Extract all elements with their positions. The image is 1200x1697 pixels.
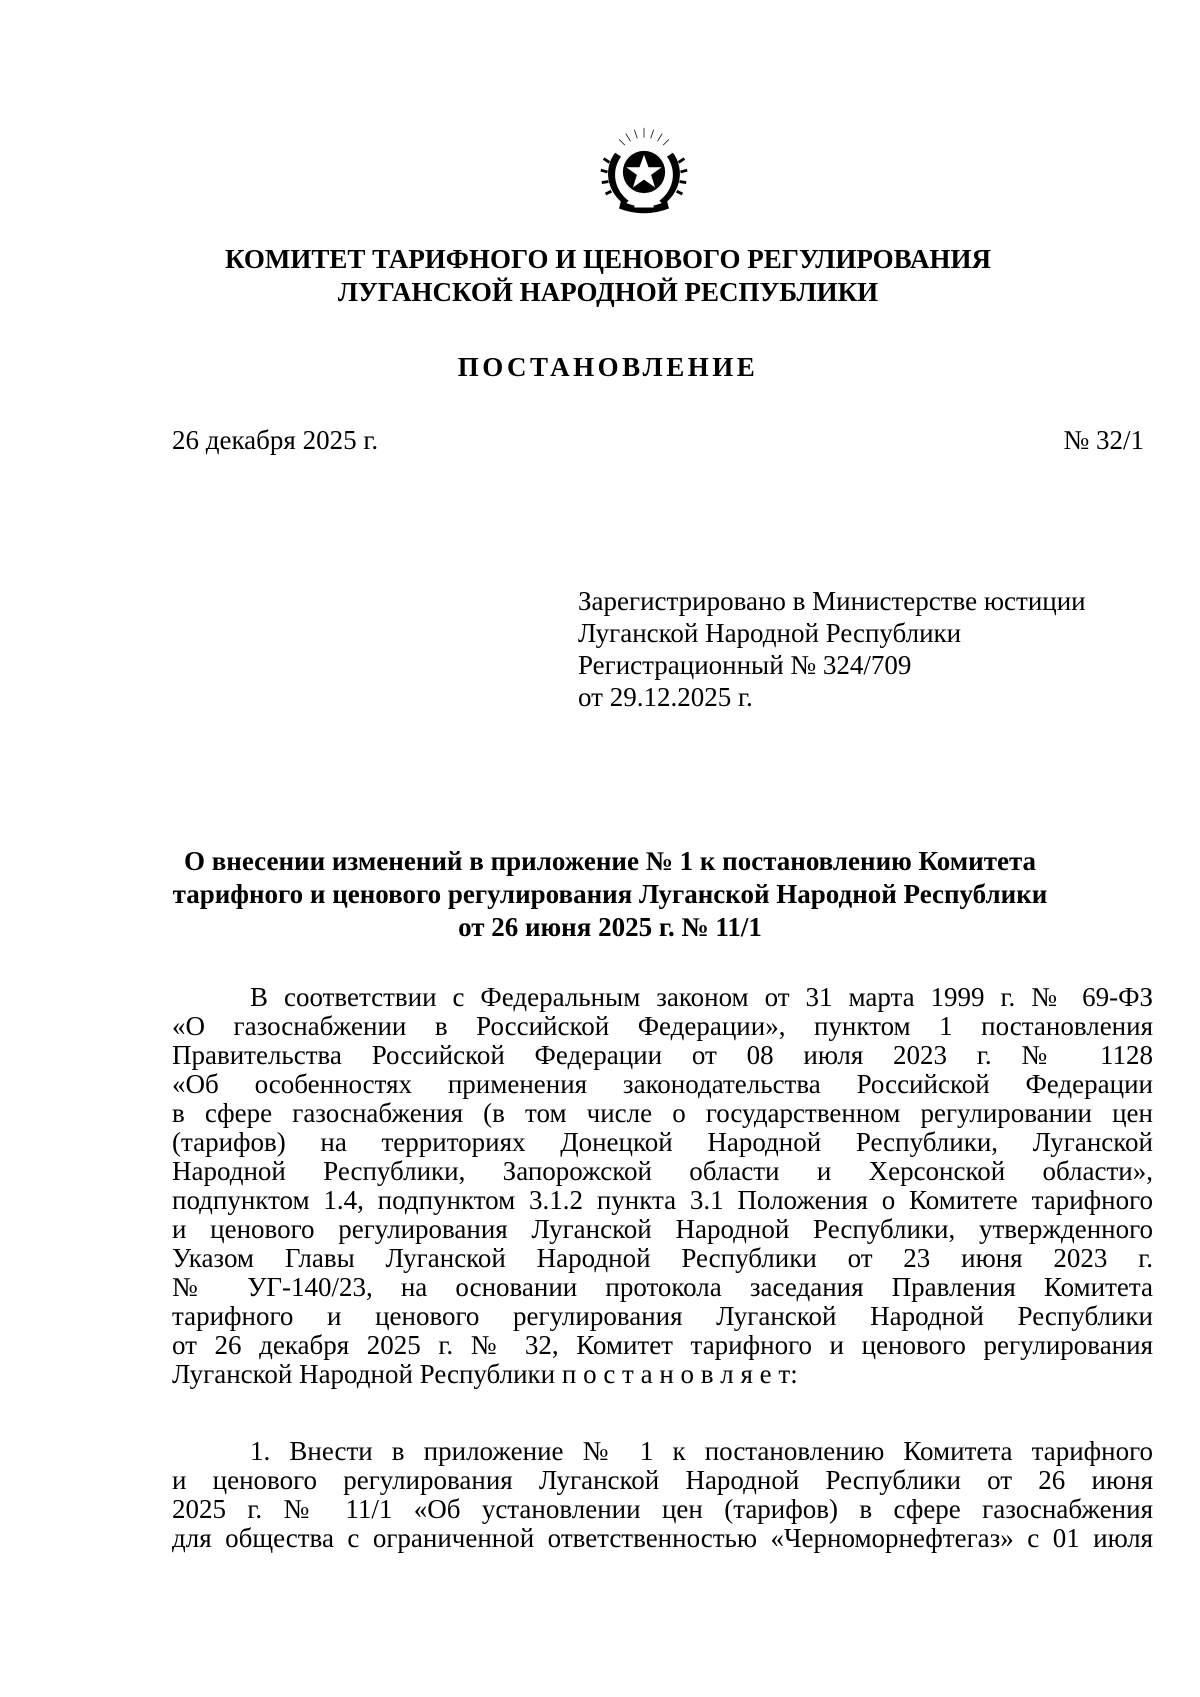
preamble-line: тарифного и ценового регулирования Луганской Народной Республики (172, 1301, 1153, 1331)
document-title (150, 845, 1070, 944)
preamble-line: Луганской Народной Республики п о с т а н о в л я е т: (172, 1359, 798, 1389)
document-type: ПОСТАНОВЛЕНИЕ (457, 352, 759, 382)
registration-line4: от 29.12.2025 г. (578, 682, 753, 712)
clause-line: 1. Внести в приложение № 1 к постановлению Комитета тарифного (250, 1436, 1153, 1466)
registration-stamp (578, 585, 1086, 713)
coat-of-arms-emblem (596, 124, 692, 220)
preamble-line: Указом Главы Луганской Народной Республики от 23 июня 2023 г. (172, 1243, 1153, 1273)
registration-line2: Луганской Народной Республики (578, 618, 962, 648)
clause-1-paragraph (172, 1437, 1153, 1553)
preamble-line: от 26 декабря 2025 г. № 32, Комитет тарифного и ценового регулирования (172, 1330, 1153, 1360)
preamble-line: «О газоснабжении в Российской Федерации», пунктом 1 постановления (172, 1011, 1153, 1041)
preamble-line: Правительства Российской Федерации от 08 июля 2023 г. № 1128 (172, 1040, 1153, 1070)
clause-line: 2025 г. № 11/1 «Об установлении цен (тарифов) в сфере газоснабжения (172, 1494, 1153, 1524)
registration-line3: Регистрационный № 324/709 (578, 650, 912, 680)
registration-line1: Зарегистрировано в Министерстве юстиции (578, 586, 1086, 616)
title-line2: тарифного и ценового регулирования Луганской Народной Республики (172, 879, 1048, 909)
preamble-line: подпунктом 1.4, подпунктом 3.1.2 пункта 3.1 Положения о Комитете тарифного (172, 1185, 1153, 1215)
organization-name-line2: ЛУГАНСКОЙ НАРОДНОЙ РЕСПУБЛИКИ (337, 277, 879, 307)
title-line1: О внесении изменений в приложение № 1 к постановлению Комитета (183, 846, 1037, 876)
preamble-line: и ценового регулирования Луганской Народной Республики, утвержденного (172, 1214, 1153, 1244)
preamble-line: В соответствии с Федеральным законом от 31 марта 1999 г. № 69-ФЗ (250, 982, 1153, 1012)
preamble-line: «Об особенностях применения законодательства Российской Федерации (172, 1069, 1153, 1099)
organization-name-line1: КОМИТЕТ ТАРИФНОГО И ЦЕНОВОГО РЕГУЛИРОВАНИЯ (224, 244, 991, 274)
preamble-line: № УГ-140/23, на основании протокола заседания Правления Комитета (172, 1272, 1153, 1302)
preamble-line: в сфере газоснабжения (в том числе о государственном регулировании цен (172, 1098, 1153, 1128)
document-date: 26 декабря 2025 г. (172, 425, 379, 455)
clause-line: для общества с ограниченной ответственностью «Черноморнефтегаз» с 01 июля (172, 1523, 1153, 1553)
document-number: № 32/1 (1063, 425, 1144, 455)
preamble-line: (тарифов) на территориях Донецкой Народной Республики, Луганской (172, 1127, 1153, 1157)
clause-line: и ценового регулирования Луганской Народной Республики от 26 июня (172, 1465, 1153, 1495)
preamble-paragraph (172, 983, 1153, 1389)
preamble-line: Народной Республики, Запорожской области и Херсонской области», (172, 1156, 1153, 1186)
organization-name (0, 243, 1200, 309)
title-line3: от 26 июня 2025 г. № 11/1 (458, 912, 762, 942)
